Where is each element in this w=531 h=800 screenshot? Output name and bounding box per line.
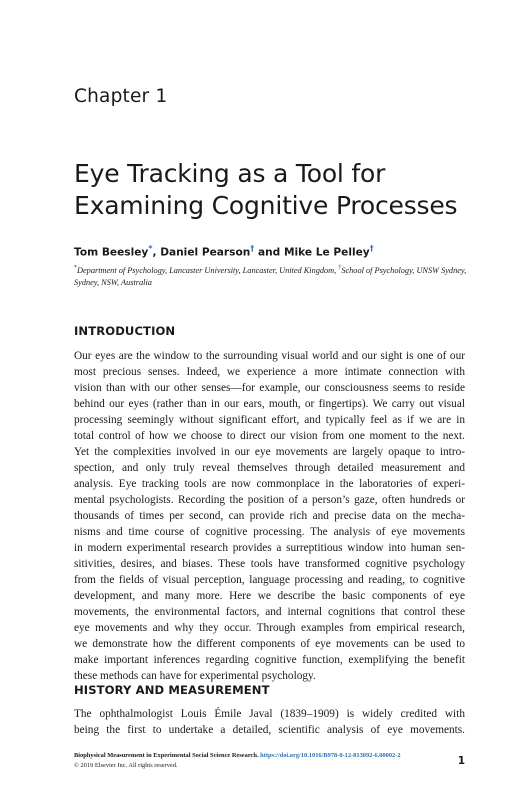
section-heading: HISTORY AND MEASUREMENT	[74, 683, 270, 697]
author-name: Tom Beesley	[74, 246, 149, 259]
page-number: 1	[457, 755, 465, 767]
copyright-notice: © 2019 Elsevier Inc. All rights reserved.	[74, 762, 178, 769]
body-line: analysis. Eye tracking tools are now commonplace in the laboratories of experi-	[74, 478, 465, 490]
body-line: sitivities, desires, and biases. These tools have transformed cognitive psychology	[74, 558, 465, 570]
body-line: make important inferences regarding cognitive function, exemplifying the benefit	[74, 654, 465, 666]
body-line: vision than with our other senses—for example, our consciousness seems to reside	[74, 382, 465, 394]
doi-link[interactable]: https://doi.org/10.1016/B978-0-12-813092-6.00002-2	[260, 752, 401, 759]
section-heading: INTRODUCTION	[74, 324, 176, 338]
body-line: total control of how we choose to direct our vision from one moment to the next.	[74, 430, 465, 442]
body-line: most precious senses. Indeed, we experience a more intimate connection with	[74, 366, 465, 378]
author-mark: *	[148, 244, 153, 253]
body-line: in modern experimental research provides a surreptitious window into human sen-	[74, 542, 465, 554]
body-line: Yet the complexities involved in our eye movements are largely opaque to intro-	[74, 446, 465, 458]
author-separator: ,	[152, 246, 161, 259]
affiliations	[74, 262, 469, 290]
history-body	[74, 706, 465, 738]
author-name: Mike Le Pelley	[283, 246, 370, 259]
page-footer	[74, 751, 465, 771]
author-mark: †	[250, 244, 255, 253]
affiliation-mark: †	[338, 265, 342, 271]
body-line: spection, and only truly reveal themselves through detailed measurement and	[74, 462, 465, 474]
affiliation-text: School of Psychology, UNSW Sydney, Sydney, NSW, Australia	[74, 265, 467, 288]
body-line: The ophthalmologist Louis Émile Javal (1839–1909) is widely credited with	[74, 708, 465, 720]
body-line: processing seemingly without significant effort, and typically feel as if we are in	[74, 414, 465, 426]
book-citation: Biophysical Measurement in Experimental Social Science Research.	[74, 752, 259, 759]
chapter-label: Chapter 1	[74, 86, 168, 107]
body-line: thousands of times per second, can provide rich and precise data on the mecha-	[74, 510, 465, 522]
body-line: movements, the environmental factors, and internal cognitions that control these	[74, 606, 465, 618]
body-line: mental psychologists. Recording the position of a person’s gaze, often hundreds or	[74, 494, 465, 506]
author-name: Daniel Pearson	[160, 246, 251, 259]
body-line: behind our eyes (rather than in our ears, mouth, or fingertips). We carry out visual	[74, 398, 465, 410]
body-line: Our eyes are the window to the surrounding visual world and our sight is one of our	[74, 350, 465, 362]
chapter-title-line: Examining Cognitive Processes	[74, 191, 458, 220]
body-line: these methods can have for experimental psychology.	[74, 670, 316, 682]
affiliation-mark: *	[74, 265, 77, 271]
affiliation-text: Department of Psychology, Lancaster University, Lancaster, United Kingdom,	[77, 265, 339, 275]
body-line: nisms and time course of cognitive processing. The analysis of eye movements	[74, 526, 465, 538]
body-line: development, and many more. Here we describe the basic components of eye	[74, 590, 465, 602]
body-line: eye movements and why they occur. Through examples from empirical research,	[74, 622, 465, 634]
body-line: from the fields of visual perception, language processing and reading, to cognitive	[74, 574, 465, 586]
body-line: being the first to undertake a detailed, scientific analysis of eye movements.	[74, 724, 465, 736]
introduction-body	[74, 348, 465, 684]
chapter-title	[74, 158, 494, 222]
author-separator: and	[254, 246, 284, 259]
author-mark: †	[369, 244, 374, 253]
body-line: we demonstrate how the different components of eye movements can be used to	[74, 638, 465, 650]
chapter-title-line: Eye Tracking as a Tool for	[74, 159, 386, 188]
author-list	[74, 244, 374, 259]
